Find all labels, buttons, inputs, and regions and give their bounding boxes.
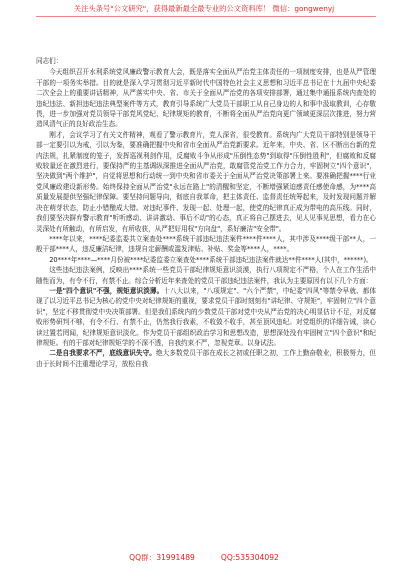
paragraph-case-stats-1: ****年以来，****纪委监委共立案查处****系统干部违纪违法案件****件****人，其中涉及****级干部**人，一般干部****人，违反廉洁纪律，违规自定薪酬或滥发津贴、补贴、奖金等****人，****。 (36, 234, 376, 254)
point-one-heading: 一是"四个意识"不强，规矩意识淡薄。 (49, 286, 164, 295)
salutation: 同志们： (36, 57, 63, 65)
point-two-heading: 二是自我要求不严，底线意识失守。 (49, 349, 156, 358)
document-body (36, 56, 376, 369)
paragraph-point-one (36, 286, 376, 348)
qq-group-label: QQ群：31991489 (129, 553, 195, 562)
banner-divider (36, 16, 376, 17)
point-two-body: 绝大多数党员干部在成长之初或任职之初，工作上勤奋敬业，积极努力，但由于长时间不注重理论学习，放松自我 (36, 349, 377, 368)
paragraph-intro: 今天组织召开水利系统党风廉政警示教育大会，既是落实全面从严治党主体责任的一项制度安排，也是从严管理干部的一项务实举措。目的就是深入学习贯彻习近平新时代中国特色社会主义思想和习近平总书记在十九届中央纪委二次全会上的重要讲话精神，从严落实中央、省、市关于全面从严治党的各项安排部署，通过集中通报系统内查处的违纪违法、新担违纪违法典型案件等方式，教育引导系统广大党员干部职工从自己身边的人和事中汲取教训，心存敬畏，进一步加强对党员领导干部党风党纪、纪律规矩的教育，不断将全面从严治党向更广领域更深层次推进，努力营造风清气正的良好政治生态。 (36, 68, 376, 129)
contact-footer (0, 552, 408, 564)
paragraph-analysis: 这些违纪违法案例，反映出****系统一些党员干部纪律规矩意识淡漠，执行八项规定不严格，个人在工作生活中随性而为，有令不行，有禁不止。综合分析近年来查处的党员干部违纪违法案件，我认为主要原因有以下几个方面： (36, 266, 376, 285)
point-one-body: 十八大以来，"八项规定"、"六个严禁"，中纪委"四风"等禁令早就、都体现了以习近平总书记为核心的党中央对纪律规矩的重视，要求党员干部时刻刻有"讲纪律、守规矩"，牢固树立"四个意识"，坚定不移贯彻党中央决策部署。但是我们系统内的少数党员干部对党中央从严治党的决心明显估计不足，对反腐败形势研判不够，有令不行、有禁不止，仍然我行我素，不收敛不收手，甚至顶风违纪。对党组织的详细告诫，读心读过置若罔闻，纪律规矩意识淡化。作为党员干部组织政治学习和思想改造，思想深处没有牢固树立"四个意识"和纪律规矩。有的干部对纪律规矩学的不深不透，自我约束不严，忽视党章。以身试法。 (36, 286, 376, 347)
qq-number-label: QQ:535304092 (220, 553, 279, 562)
promo-banner: 关注头条号"公文研究"，获得最新最全最专业的公文资料库！ 微信：gongwenyj (73, 4, 335, 13)
paragraph-requirements: 刚才，会议学习了有关文件精神，观看了警示教育片，党人深省，很受教育。系统内广大党员干部特别是领导干部一定要引以为戒，引以为鉴，要准确把握中央和省市全面从严治党新要求。近年来，中央、省、区不断出台新的党内法规，扎紧制度的笼子，发挥巡视利剑作用，反腐败斗争从形成"压倒性态势"到取得"压倒性胜利"，但腐败和反腐败较量还在激烈进行，要保持严的主基调纵深推进全面从严治党，敢腐管党治党工作力合力，牢固树立"四个意识"，坚决做到"两个维护"，自觉将思想和行动统一到中央和省市委关于全面从严治党决策部署上来。要准确把握****行业党风廉政建设新形势。始终保持全面从严治党"永远在路上"的清醒和坚定，不断增强紧迫感责任感使命感，为****高质量发展提供坚强纪律保障。要坚持问题导向，彻底自我革命，把主体责任、监督责任统筹起来，及时发现问题并解决在萌芽状态，防止小错酿成大错。对违纪事件、发现一起、处理一起，使党的纪律真正成为带电的高压线。同时，我们要坚决摒弃警示教育"听听感动、讲讲激动、事后不动"的心态，真正将自己摆进去，见人见事见思想，看力在心灵深处有所触动，有所启发，有所收获，从严把好用权"方向盘"，系好廉洁"安全带"。 (36, 130, 376, 233)
paragraph-case-stats-2: 20****年****—****月份被****纪委监委立案查处****系统干部违纪违法案件就达**件****人(其中，******)。 (49, 255, 373, 264)
paragraph-point-two (36, 348, 376, 369)
